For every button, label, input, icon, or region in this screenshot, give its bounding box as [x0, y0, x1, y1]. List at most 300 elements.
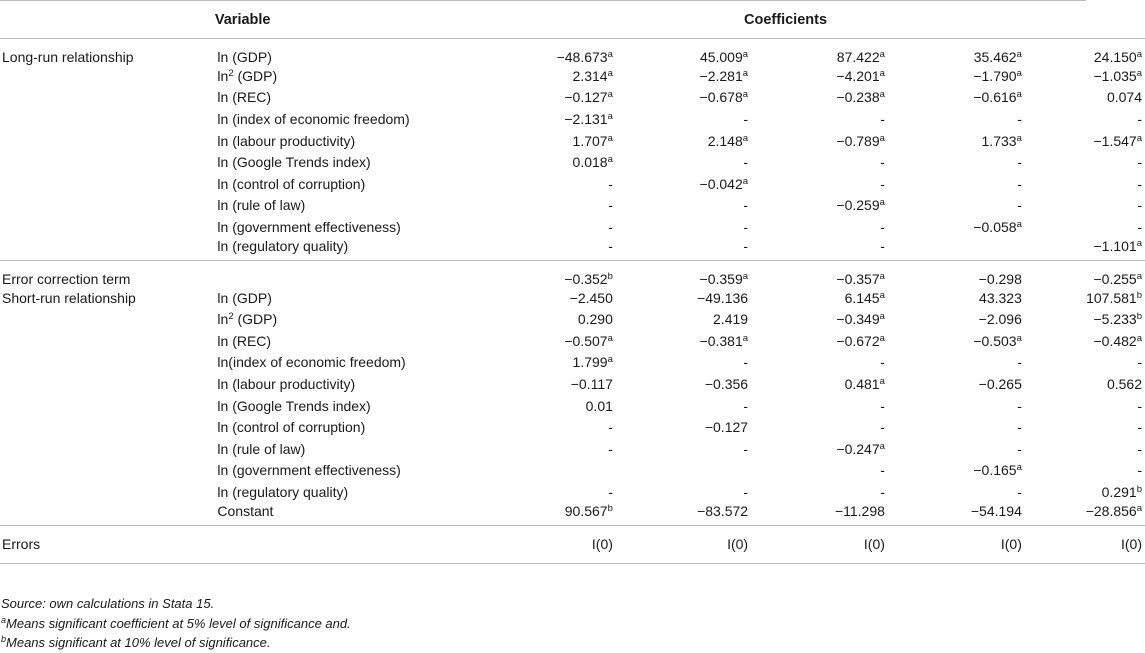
section-label — [0, 395, 216, 417]
significance-mark: a — [879, 67, 885, 79]
coefficient-cell — [895, 260, 1032, 287]
significance-mark: a — [742, 49, 749, 60]
coefficient-value: - — [1017, 440, 1022, 457]
coefficient-value: −0.482 — [1093, 332, 1137, 349]
coefficient-value: - — [1017, 483, 1022, 500]
coefficient-value: 24.150 — [1093, 49, 1137, 65]
coefficient-cell — [895, 65, 1032, 87]
coefficient-cell — [895, 195, 1032, 217]
significance-mark: a — [879, 311, 885, 323]
footnote — [1, 614, 351, 634]
variable-name — [216, 108, 485, 130]
significance-mark: a — [1016, 462, 1022, 474]
coefficient-cell — [895, 238, 1032, 261]
coefficient-cell — [1032, 195, 1086, 217]
variable-text: ln (index of economic freedom) — [217, 110, 410, 127]
table-row — [0, 481, 1145, 503]
table-row — [0, 238, 1145, 261]
coefficient-cell — [1032, 151, 1086, 173]
trailing-cell — [1086, 39, 1145, 66]
coefficient-cell — [1032, 260, 1086, 287]
coefficient-cell — [758, 39, 895, 66]
coefficient-cell — [1032, 503, 1086, 526]
coefficient-value: - — [743, 237, 749, 254]
coefficient-value: −0.117 — [570, 375, 613, 392]
footnote-text: Means significant at 10% level of significance. — [6, 635, 271, 650]
coefficient-cell — [485, 481, 623, 503]
coefficient-cell — [1032, 373, 1086, 395]
variable-name — [216, 173, 485, 195]
significance-mark: b — [1136, 483, 1142, 495]
significance-mark: a — [607, 49, 613, 60]
table-row — [0, 151, 1145, 173]
variable-text: ln (government effectiveness) — [217, 218, 401, 235]
significance-mark: a — [742, 270, 749, 282]
coefficient-cell — [485, 151, 623, 173]
coefficient-value: −1.547 — [1093, 132, 1137, 149]
variable-text: ln (GDP) — [217, 49, 272, 65]
coefficient-value: −0.298 — [978, 270, 1022, 287]
coefficient-value: 35.462 — [973, 49, 1017, 65]
variable-text: ln (Google Trends index) — [217, 154, 371, 171]
coefficient-cell — [485, 503, 623, 526]
coefficient-cell — [485, 460, 623, 482]
coefficient-cell — [758, 352, 895, 374]
significance-mark: a — [879, 332, 885, 344]
coefficient-value: −0.127 — [704, 419, 749, 436]
section-label — [0, 308, 216, 330]
coefficient-value: −0.789 — [836, 132, 880, 149]
coefficient-cell — [485, 238, 623, 261]
variable-name — [216, 416, 485, 438]
trailing-cell — [1086, 173, 1145, 195]
coefficient-value: - — [608, 440, 613, 457]
variable-text: ln (REC) — [217, 89, 272, 106]
coefficient-value: - — [1137, 397, 1142, 414]
significance-mark: a — [1016, 89, 1022, 101]
coefficient-cell — [895, 438, 1032, 460]
coefficient-value: −0.678 — [699, 89, 743, 106]
coefficient-cell — [895, 460, 1032, 482]
coefficient-cell — [1032, 130, 1086, 152]
variable-text: ln (control of corruption) — [217, 419, 366, 436]
coefficient-cell — [758, 395, 895, 417]
coefficient-value: - — [1017, 354, 1022, 371]
trailing-cell — [1086, 438, 1145, 460]
coefficient-cell — [485, 395, 623, 417]
coefficient-cell — [485, 39, 623, 66]
variable-text: ln (regulatory quality) — [217, 237, 349, 254]
trailing-cell — [1086, 503, 1145, 526]
coefficient-cell — [485, 287, 623, 309]
coefficient-value: −1.035 — [1093, 67, 1137, 84]
table-row — [0, 173, 1145, 195]
trailing-cell — [1086, 460, 1145, 482]
coefficient-cell — [623, 460, 758, 482]
variable-text: ln (Google Trends index) — [217, 397, 371, 414]
significance-mark: b — [1136, 311, 1142, 323]
significance-mark: a — [607, 332, 613, 344]
coefficient-cell — [1032, 416, 1086, 438]
coefficient-value: - — [880, 110, 885, 127]
section-label — [0, 481, 216, 503]
section-label — [0, 108, 216, 130]
exponent: 2 — [228, 67, 234, 79]
coefficient-cell — [1032, 352, 1086, 374]
significance-mark: a — [1136, 67, 1142, 79]
significance-mark: a — [879, 289, 885, 301]
header-row — [0, 1, 1145, 39]
coefficient-value: - — [608, 175, 613, 192]
coefficient-value: - — [743, 483, 749, 500]
coefficient-cell — [485, 108, 623, 130]
coefficient-cell — [1032, 216, 1086, 238]
coefficient-cell — [623, 151, 758, 173]
coefficient-cell — [1032, 173, 1086, 195]
coefficient-value: - — [1017, 110, 1022, 127]
coefficient-value: - — [608, 483, 613, 500]
coefficient-value: - — [1017, 175, 1022, 192]
footnote-text: Source: own calculations in Stata 15. — [1, 596, 215, 611]
table-row — [0, 195, 1145, 217]
significance-mark: a — [879, 440, 885, 452]
variable-text: ln — [217, 67, 229, 84]
significance-mark: a — [1016, 67, 1022, 79]
coefficient-cell — [623, 352, 758, 374]
coefficient-value: −0.672 — [836, 332, 880, 349]
significance-mark: a — [1016, 332, 1022, 344]
table-row — [0, 260, 1145, 287]
section-label — [0, 238, 216, 261]
variable-name — [216, 130, 485, 152]
variable-header: Variable — [0, 1, 485, 39]
variable-name — [216, 308, 485, 330]
errors-value — [1032, 525, 1086, 563]
variable-name — [216, 216, 485, 238]
coefficient-cell — [623, 260, 758, 287]
coefficient-value: 43.323 — [979, 289, 1022, 306]
coefficient-value: - — [880, 354, 885, 371]
coefficient-cell — [895, 151, 1032, 173]
coefficient-cell — [1032, 238, 1086, 261]
significance-mark: a — [1136, 270, 1142, 282]
trailing-cell — [1086, 373, 1145, 395]
coefficient-value: −0.616 — [973, 89, 1017, 106]
coefficient-cell — [623, 65, 758, 87]
section-label — [0, 195, 216, 217]
significance-mark: a — [879, 49, 885, 60]
variable-name — [216, 438, 485, 460]
coefficient-cell — [758, 503, 895, 526]
coefficients-header: Coefficients — [485, 1, 1085, 39]
table-row — [0, 216, 1145, 238]
coefficient-cell — [485, 173, 623, 195]
coefficient-cell — [485, 416, 623, 438]
coefficient-cell — [623, 373, 758, 395]
coefficient-value: - — [608, 197, 613, 214]
coefficient-cell — [895, 173, 1032, 195]
section-label — [0, 330, 216, 352]
table-row — [0, 39, 1145, 66]
table-row — [0, 87, 1145, 109]
coefficient-cell — [758, 216, 895, 238]
coefficient-value: - — [880, 397, 885, 414]
coefficient-cell — [758, 151, 895, 173]
coefficient-value: 107.581 — [1086, 289, 1137, 306]
variable-name — [216, 287, 485, 309]
coefficient-cell — [895, 352, 1032, 374]
coefficient-cell — [1032, 39, 1086, 66]
section-label — [0, 173, 216, 195]
coefficient-value: - — [608, 419, 613, 436]
coefficient-value: 0.01 — [585, 397, 613, 414]
significance-mark: a — [1136, 49, 1142, 60]
coefficient-value: 0.018 — [572, 154, 608, 171]
coefficient-value: - — [1017, 154, 1022, 171]
variable-text: Constant — [217, 502, 274, 519]
coefficient-value: −0.349 — [836, 311, 880, 328]
table-row — [0, 108, 1145, 130]
variable-name — [216, 39, 485, 66]
trailing-cell — [1086, 416, 1145, 438]
significance-mark: a — [879, 270, 885, 282]
trailing-cell — [1086, 130, 1145, 152]
significance-mark: a — [742, 175, 749, 187]
coefficient-cell — [895, 373, 1032, 395]
coefficient-value: - — [1137, 419, 1142, 436]
coefficient-value: −0.359 — [699, 270, 743, 287]
coefficient-cell — [758, 308, 895, 330]
coefficient-value: −83.572 — [697, 502, 749, 519]
section-label: Long-run relationship — [0, 39, 216, 66]
coefficient-cell — [758, 87, 895, 109]
coefficient-value: - — [1137, 218, 1142, 235]
coefficient-value: −0.265 — [978, 375, 1022, 392]
variable-text: ln — [217, 311, 229, 328]
coefficient-value: −0.058 — [973, 218, 1017, 235]
coefficient-cell — [758, 65, 895, 87]
coefficient-value: - — [1017, 197, 1022, 214]
coefficient-value: - — [880, 462, 885, 479]
coefficient-cell — [485, 373, 623, 395]
coefficient-value: - — [1137, 110, 1142, 127]
trailing-cell — [1086, 395, 1145, 417]
trailing-cell — [1086, 287, 1145, 309]
coefficient-value: −0.255 — [1093, 270, 1137, 287]
variable-name — [216, 481, 485, 503]
table-row — [0, 373, 1145, 395]
coefficient-value: - — [1137, 354, 1142, 371]
significance-mark: a — [742, 332, 749, 344]
coefficient-cell — [485, 308, 623, 330]
coefficient-cell — [895, 87, 1032, 109]
variable-text: ln (labour productivity) — [217, 375, 356, 392]
coefficient-value: −0.507 — [564, 332, 608, 349]
coefficient-value: - — [1137, 175, 1142, 192]
coefficient-value: −0.042 — [699, 175, 743, 192]
coefficient-value: −0.357 — [836, 270, 880, 287]
significance-mark: a — [607, 89, 613, 101]
coefficient-value: −0.503 — [973, 332, 1017, 349]
section-label — [0, 65, 216, 87]
coefficient-value: 90.567 — [564, 502, 608, 519]
significance-mark: a — [742, 132, 749, 144]
variable-name — [216, 238, 485, 261]
coefficient-value: - — [743, 197, 749, 214]
coefficient-value: −0.247 — [836, 440, 880, 457]
footnote — [1, 633, 351, 653]
coefficient-value: - — [1017, 419, 1022, 436]
coefficient-cell — [758, 130, 895, 152]
significance-mark: a — [1136, 332, 1142, 344]
section-label — [0, 216, 216, 238]
coefficient-value: 2.148 — [707, 132, 743, 149]
significance-mark: a — [879, 89, 885, 101]
table-row — [0, 330, 1145, 352]
variable-text: ln (regulatory quality) — [217, 483, 349, 500]
variable-name — [216, 65, 485, 87]
errors-row — [0, 525, 1145, 563]
trailing-cell — [1086, 481, 1145, 503]
coefficient-value: - — [1137, 462, 1142, 479]
errors-value: I(0) — [623, 525, 758, 563]
coefficient-value: −2.281 — [699, 67, 743, 84]
section-label — [0, 460, 216, 482]
coefficient-value: 45.009 — [699, 49, 743, 65]
coefficient-value: 2.314 — [572, 67, 608, 84]
coefficient-value: 87.422 — [836, 49, 880, 65]
variable-text: ln (rule of law) — [217, 440, 306, 457]
coefficient-value: - — [880, 419, 885, 436]
section-label: Short-run relationship — [2, 289, 136, 306]
significance-mark: a — [607, 354, 613, 366]
coefficient-value: 1.799 — [572, 354, 608, 371]
trailing-cell — [1086, 195, 1145, 217]
coefficient-value: - — [1137, 197, 1142, 214]
coefficient-value: 6.145 — [844, 289, 880, 306]
variable-name — [216, 352, 485, 374]
coefficient-cell — [623, 108, 758, 130]
table-row — [0, 352, 1145, 374]
coefficient-value: −0.352 — [564, 270, 608, 287]
variable-name — [216, 460, 485, 482]
coefficient-value: −1.101 — [1093, 237, 1137, 254]
coefficient-value: - — [1137, 154, 1142, 171]
coefficient-cell — [623, 195, 758, 217]
coefficient-value: −11.298 — [834, 502, 885, 519]
coefficient-cell — [1032, 65, 1086, 87]
coefficient-value: - — [880, 218, 885, 235]
coefficient-cell — [758, 330, 895, 352]
coefficient-cell — [485, 438, 623, 460]
section-label: Error correction term — [0, 260, 216, 287]
coefficient-value: −49.136 — [697, 289, 749, 306]
coefficient-value: - — [880, 154, 885, 171]
significance-mark: a — [879, 132, 885, 144]
table-footnotes — [1, 594, 351, 653]
coefficient-cell — [623, 238, 758, 261]
footnote — [1, 594, 351, 614]
coefficient-cell — [623, 503, 758, 526]
coefficient-value: 1.733 — [981, 132, 1017, 149]
errors-value: I(0) — [895, 525, 1032, 563]
coefficient-cell — [623, 130, 758, 152]
variable-name — [216, 195, 485, 217]
coefficient-cell — [895, 39, 1032, 66]
footnote-text: Means significant coefficient at 5% level of significance and. — [6, 615, 351, 631]
variable-name — [216, 503, 485, 526]
table-row — [0, 65, 1145, 87]
significance-mark: a — [607, 154, 613, 166]
coefficient-value: −4.201 — [836, 67, 880, 84]
coefficient-cell — [623, 173, 758, 195]
significance-mark: a — [1016, 132, 1022, 144]
significance-mark: b — [1136, 289, 1142, 301]
significance-mark: a — [607, 67, 613, 79]
coefficient-value: 0.291 — [1101, 483, 1137, 500]
coefficient-value: −0.356 — [704, 375, 749, 392]
coefficient-value: 0.074 — [1106, 89, 1142, 106]
trailing-cell — [1086, 151, 1145, 173]
table-row — [0, 503, 1145, 526]
coefficient-cell — [758, 108, 895, 130]
coefficient-cell — [485, 216, 623, 238]
coefficient-value: −28.856 — [1085, 502, 1137, 519]
coefficient-cell — [895, 395, 1032, 417]
coefficient-cell — [623, 438, 758, 460]
coefficient-cell — [485, 330, 623, 352]
coefficient-value: −0.259 — [836, 197, 880, 214]
significance-mark: b — [607, 502, 613, 514]
coefficient-value: −2.131 — [564, 110, 608, 127]
coefficient-cell — [1032, 87, 1086, 109]
coefficient-cell — [485, 65, 623, 87]
coefficient-cell — [758, 287, 895, 309]
coefficient-cell — [623, 287, 758, 309]
coefficient-cell — [758, 481, 895, 503]
footnote-mark: b — [1, 634, 7, 644]
coefficient-value: −54.194 — [970, 502, 1022, 519]
trailing-cell — [1086, 330, 1145, 352]
coefficient-value: - — [1137, 440, 1142, 457]
coefficient-cell — [895, 308, 1032, 330]
coefficient-cell — [895, 130, 1032, 152]
coefficient-cell — [485, 195, 623, 217]
significance-mark: a — [1136, 502, 1142, 514]
variable-name — [216, 151, 485, 173]
table-row — [0, 308, 1145, 330]
errors-label: Errors — [0, 525, 216, 563]
coefficient-cell — [895, 503, 1032, 526]
variable-text: ln (labour productivity) — [217, 132, 356, 149]
coefficient-value: - — [880, 237, 885, 254]
table-row — [0, 395, 1145, 417]
variable-text: ln(index of economic freedom) — [217, 354, 406, 371]
coefficient-cell — [623, 39, 758, 66]
section-label — [0, 151, 216, 173]
coefficient-value: −1.790 — [973, 67, 1017, 84]
significance-mark: a — [879, 197, 885, 209]
coefficient-cell — [623, 395, 758, 417]
coefficient-cell — [1032, 460, 1086, 482]
section-label — [0, 352, 216, 374]
coefficient-cell — [485, 130, 623, 152]
significance-mark: a — [1016, 49, 1022, 60]
variable-name — [216, 330, 485, 352]
coefficient-cell — [895, 287, 1032, 309]
coefficient-value: - — [743, 154, 749, 171]
coefficient-cell — [623, 308, 758, 330]
